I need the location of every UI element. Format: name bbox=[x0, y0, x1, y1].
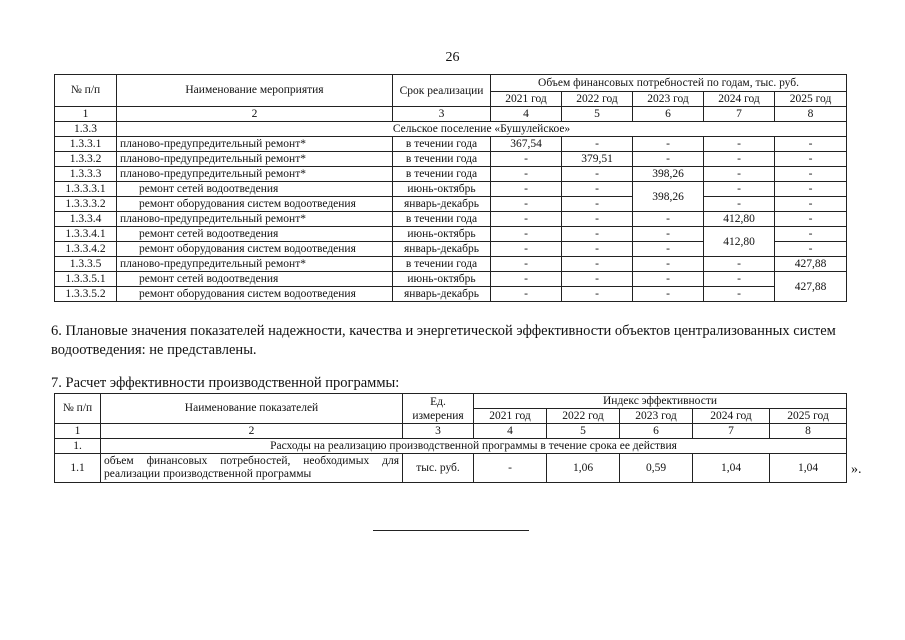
table-row bbox=[55, 287, 847, 302]
row-period: январь-декабрь bbox=[393, 242, 491, 257]
column-number: 5 bbox=[547, 424, 620, 439]
column-number: 3 bbox=[403, 424, 474, 439]
row-num: 1.3.3.5.2 bbox=[55, 287, 117, 302]
row-name: ремонт сетей водоотведения bbox=[117, 272, 393, 287]
value-2021: - bbox=[491, 167, 562, 182]
index-2023: 0,59 bbox=[620, 454, 693, 483]
value-2023: - bbox=[633, 242, 704, 257]
header-year: 2024 год bbox=[704, 92, 775, 107]
section-6-text: 6. Плановые значения показателей надежности, качества и энергетической эффективности объектов централизованных систем водоотведения: не представлены. bbox=[51, 323, 836, 358]
value-2024: - bbox=[704, 257, 775, 272]
header-year: 2022 год bbox=[547, 409, 620, 424]
table-row bbox=[55, 167, 847, 182]
header-year: 2023 год bbox=[633, 92, 704, 107]
value-2024: - bbox=[704, 182, 775, 197]
closing-quote: ». bbox=[851, 462, 862, 477]
row-num: 1.3.3.4.2 bbox=[55, 242, 117, 257]
row-name: ремонт оборудования систем водоотведения bbox=[117, 197, 393, 212]
row-num: 1.3.3.3.2 bbox=[55, 197, 117, 212]
value-2021: - bbox=[491, 242, 562, 257]
column-number: 1 bbox=[55, 107, 117, 122]
value-2022: - bbox=[562, 242, 633, 257]
table-row bbox=[55, 257, 847, 272]
column-number: 1 bbox=[55, 424, 101, 439]
value-2025: - bbox=[775, 137, 847, 152]
value-2025: - bbox=[775, 227, 847, 242]
column-number: 4 bbox=[491, 107, 562, 122]
row-num: 1.3.3.4.1 bbox=[55, 227, 117, 242]
row-period: июнь-октябрь bbox=[393, 272, 491, 287]
row-num: 1.3.3.3.1 bbox=[55, 182, 117, 197]
value-2022: - bbox=[562, 272, 633, 287]
value-2024: - bbox=[704, 167, 775, 182]
row-num: 1.1 bbox=[55, 454, 101, 483]
row-period: июнь-октябрь bbox=[393, 182, 491, 197]
value-2023: - bbox=[633, 272, 704, 287]
section-num: 1.3.3 bbox=[55, 122, 117, 137]
column-number: 2 bbox=[117, 107, 393, 122]
column-number: 4 bbox=[474, 424, 547, 439]
value-2024-merged: 412,80 bbox=[704, 227, 775, 257]
row-name: ремонт оборудования систем водоотведения bbox=[117, 242, 393, 257]
value-2025: - bbox=[775, 212, 847, 227]
column-number: 6 bbox=[620, 424, 693, 439]
row-num: 1.3.3.1 bbox=[55, 137, 117, 152]
header-name: Наименование мероприятия bbox=[117, 75, 393, 107]
table-row bbox=[55, 454, 847, 483]
header-unit: Ед. измерения bbox=[403, 394, 474, 424]
row-num: 1.3.3.5 bbox=[55, 257, 117, 272]
value-2024: - bbox=[704, 137, 775, 152]
value-2021: - bbox=[491, 257, 562, 272]
table-row bbox=[55, 182, 847, 197]
row-period: в течении года bbox=[393, 257, 491, 272]
column-number: 2 bbox=[101, 424, 403, 439]
index-2025: 1,04 bbox=[770, 454, 847, 483]
value-2021: - bbox=[491, 152, 562, 167]
value-2023: - bbox=[633, 227, 704, 242]
row-num: 1.3.3.4 bbox=[55, 212, 117, 227]
table-row bbox=[55, 137, 847, 152]
value-2024: - bbox=[704, 152, 775, 167]
value-2025: 427,88 bbox=[775, 257, 847, 272]
column-number: 8 bbox=[770, 424, 847, 439]
table-row bbox=[55, 227, 847, 242]
row-name: планово-предупредительный ремонт* bbox=[117, 167, 393, 182]
value-2023-merged: 398,26 bbox=[633, 182, 704, 212]
row-period: в течении года bbox=[393, 137, 491, 152]
value-2025: - bbox=[775, 197, 847, 212]
header-year: 2025 год bbox=[775, 92, 847, 107]
value-2022: 379,51 bbox=[562, 152, 633, 167]
table-row bbox=[55, 272, 847, 287]
value-2025-merged: 427,88 bbox=[775, 272, 847, 302]
value-2024: 412,80 bbox=[704, 212, 775, 227]
header-year: 2022 год bbox=[562, 92, 633, 107]
value-2025: - bbox=[775, 152, 847, 167]
column-number: 7 bbox=[693, 424, 770, 439]
row-name: планово-предупредительный ремонт* bbox=[117, 137, 393, 152]
row-period: в течении года bbox=[393, 167, 491, 182]
value-2023: 398,26 bbox=[633, 167, 704, 182]
value-2022: - bbox=[562, 212, 633, 227]
column-number: 7 bbox=[704, 107, 775, 122]
column-number: 5 bbox=[562, 107, 633, 122]
value-2025: - bbox=[775, 242, 847, 257]
section-7-heading: 7. Расчет эффективности производственной программы: bbox=[51, 375, 400, 391]
value-2022: - bbox=[562, 227, 633, 242]
row-period: в течении года bbox=[393, 152, 491, 167]
column-number: 6 bbox=[633, 107, 704, 122]
table-row bbox=[55, 212, 847, 227]
header-name: Наименование показателей bbox=[101, 394, 403, 424]
value-2021: - bbox=[491, 272, 562, 287]
value-2023: - bbox=[633, 287, 704, 302]
value-2025: - bbox=[775, 167, 847, 182]
index-2021: - bbox=[474, 454, 547, 483]
column-number: 8 bbox=[775, 107, 847, 122]
value-2021: - bbox=[491, 212, 562, 227]
row-name: ремонт оборудования систем водоотведения bbox=[117, 287, 393, 302]
row-period: январь-декабрь bbox=[393, 197, 491, 212]
row-period: июнь-октябрь bbox=[393, 227, 491, 242]
header-index: Индекс эффективности bbox=[474, 394, 847, 409]
header-year: 2024 год bbox=[693, 409, 770, 424]
value-2024: - bbox=[704, 197, 775, 212]
value-2024: - bbox=[704, 287, 775, 302]
footer-rule bbox=[373, 530, 529, 531]
row-name: ремонт сетей водоотведения bbox=[117, 227, 393, 242]
value-2022: - bbox=[562, 167, 633, 182]
table-row bbox=[55, 197, 847, 212]
value-2023: - bbox=[633, 212, 704, 227]
row-num: 1.3.3.2 bbox=[55, 152, 117, 167]
value-2023: - bbox=[633, 257, 704, 272]
value-2023: - bbox=[633, 152, 704, 167]
page-number: 26 bbox=[445, 50, 460, 65]
value-2021: - bbox=[491, 197, 562, 212]
value-2022: - bbox=[562, 137, 633, 152]
financial-needs-table bbox=[54, 74, 847, 302]
column-number: 3 bbox=[393, 107, 491, 122]
row-period: январь-декабрь bbox=[393, 287, 491, 302]
value-2025: - bbox=[775, 182, 847, 197]
value-2021: 367,54 bbox=[491, 137, 562, 152]
row-name: ремонт сетей водоотведения bbox=[117, 182, 393, 197]
efficiency-table bbox=[54, 393, 847, 483]
value-2023: - bbox=[633, 137, 704, 152]
table-row bbox=[55, 152, 847, 167]
value-2021: - bbox=[491, 182, 562, 197]
index-2022: 1,06 bbox=[547, 454, 620, 483]
section-num: 1. bbox=[55, 439, 101, 454]
header-year: 2021 год bbox=[474, 409, 547, 424]
section-title: Сельское поселение «Бушулейское» bbox=[117, 122, 847, 137]
header-year: 2023 год bbox=[620, 409, 693, 424]
value-2022: - bbox=[562, 257, 633, 272]
header-volume: Объем финансовых потребностей по годам, тыс. руб. bbox=[491, 75, 847, 92]
row-name: планово-предупредительный ремонт* bbox=[117, 152, 393, 167]
header-num: № п/п bbox=[55, 75, 117, 107]
row-name: объем финансовых потребностей, необходимых для реализации производственной программы bbox=[101, 454, 403, 483]
value-2021: - bbox=[491, 287, 562, 302]
value-2022: - bbox=[562, 197, 633, 212]
header-year: 2025 год bbox=[770, 409, 847, 424]
header-period: Срок реализации bbox=[393, 75, 491, 107]
value-2021: - bbox=[491, 227, 562, 242]
row-num: 1.3.3.3 bbox=[55, 167, 117, 182]
row-period: в течении года bbox=[393, 212, 491, 227]
value-2022: - bbox=[562, 182, 633, 197]
row-name: планово-предупредительный ремонт* bbox=[117, 212, 393, 227]
header-num: № п/п bbox=[55, 394, 101, 424]
row-unit: тыс. руб. bbox=[403, 454, 474, 483]
value-2022: - bbox=[562, 287, 633, 302]
section-title: Расходы на реализацию производственной программы в течение срока ее действия bbox=[101, 439, 847, 454]
row-name: планово-предупредительный ремонт* bbox=[117, 257, 393, 272]
value-2024: - bbox=[704, 272, 775, 287]
row-num: 1.3.3.5.1 bbox=[55, 272, 117, 287]
index-2024: 1,04 bbox=[693, 454, 770, 483]
header-year: 2021 год bbox=[491, 92, 562, 107]
